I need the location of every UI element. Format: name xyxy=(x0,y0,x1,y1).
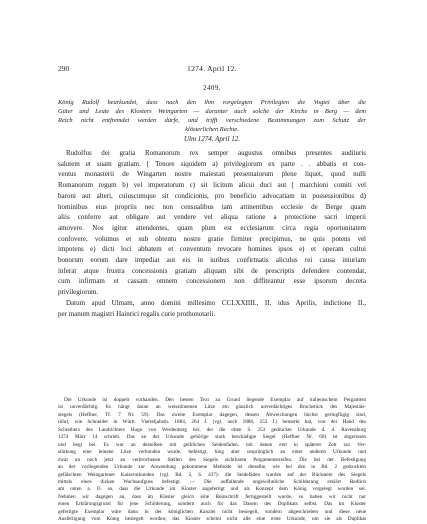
note-line: Schreibers des Landrichters Hugo von Werdenberg her, der die oben S. 253 gedruckte Urkunde d. d. Ravensburg xyxy=(58,426,366,433)
charter-line: bonorum eorum dare impediat aut eis in iuribus confirmatis aliculus rei causa iniuriam xyxy=(58,256,366,265)
note-line: gefälschten Weingartener Kaiserurkunden (vgl. Bd. 2, S. 437): die Seidefäden wurden auf der Rückseite des Siegels xyxy=(58,471,366,478)
note-line: und liegt bei. Es war an derselben mit gelblichen Seidenfäden, mit denen erst in späterer Zeit zur Ver- xyxy=(58,441,366,448)
charter-line: Romanorum regum b) vel imperatorum c) sit licitum alicui duci aut [ marchioni comiti vel xyxy=(58,181,366,190)
note-line: siegels (Heffner, Tf. 7 Nr. 59). Das zweite Exemplar dagegen, dessen Abweichungen höchst geringfügig sind, xyxy=(58,411,366,418)
running-title: 1274. April 12. xyxy=(187,64,237,73)
note-line: Nehmen wir dagegen an, dass im Kloster gleich eine Reinschrift fertiggestellt wurde, so haben wir nicht nur xyxy=(58,493,366,500)
charter-line: hominibus eius propriis nec non censualibus tam attinentibus ecclesie de Berge quam xyxy=(58,202,366,211)
note-line: ist unverdächtig. Es hängt daran an weisslinnenen Litze ein gänzlich unverdächtiges Bruchstück des Majestäts- xyxy=(58,404,366,411)
charter-line: inferat atque frustra concessionis gratiam aliquam sibi de prescriptis defendere contendat, xyxy=(58,266,366,275)
running-head xyxy=(58,64,366,74)
regest-summary xyxy=(58,98,366,134)
note-line: rührt, wie Schneider in Württ. Vierteljahrsh. 1884, 264 f. (vgl. auch 1888, 253 f.) bemerkt hat, von der Hand des xyxy=(58,419,366,426)
charter-line: confovere, volumus et sub obtentu nostre gratie firmiter precipimus, ne quis potens vel xyxy=(58,234,366,243)
note-line: am unten a. O. so, dass die Urkunde im Kloster angefertigt und als Konzept dem König vorgelegt worden sei. xyxy=(58,486,366,493)
note-line: einen Erklärungsgrund für jene Schilderung, sondern auch für das Dasein des Duplikats selbst. Das im Kloster xyxy=(58,501,366,508)
note-line: Die Urkunde ist doppelt vorhanden. Den besten Text zu Grund liegende Exemplar auf italienischem Pergament xyxy=(64,397,366,403)
editorial-notes xyxy=(58,397,366,524)
regest-line: Reich nicht entfremdet werden dürfe, und trifft verschiedene Bestimmungen zum Schutz der xyxy=(58,117,366,124)
charter-line: amovere. Nos igitur attendentes, quam plum est ecclesiarum circa regia oportunitatem xyxy=(58,223,366,232)
charter-line: Datum apud Ulmam, anno domini millesimo CCLXXIIII., II. idus Aprilis, indictione II., xyxy=(66,298,366,307)
charter-line: salutem et suam gratiam. [ Tenore siquidem a) privilegiorum ex parte . . abbatis et con- xyxy=(58,159,366,168)
regest-line: klösterlichen Rechte. xyxy=(185,126,239,133)
charter-line: Rudolfus dei gratia Romanorum rex semper augustus omnibus presentes audituris xyxy=(66,149,366,157)
note-line: 1274 März 14 schrieb. Das an der Urkunde gehörige stark beschädigte Siegel (Heffner Nr. 60) ist abgerissen xyxy=(58,434,366,441)
charter-line: aliis conferre aut obligare aut vendere vel aliqua ratione a protectione sacri imperii xyxy=(58,213,366,222)
regest-line: König Rudolf beurkundet, dass nach den ihm vorgelegten Privilegien die Vogtei über die xyxy=(58,99,366,106)
charter-text xyxy=(58,148,366,319)
dateline: Ulm 1274. April 12. xyxy=(183,135,241,143)
regest-line: Güter und Leute des Klosters Weingarten — darunter auch solche der Kirche in Berg — dem xyxy=(58,108,366,115)
note-line: Ausfertigung vom König besiegelt worden; das Kloster scheint nicht alle eine erste Urkunde, um sie als Duplikat xyxy=(58,516,366,523)
note-line: an der vorliegenden Urkunde zur Anwendung gekommene Methode ist dieselbe, wie bei den in Bd. 2 gedruckten xyxy=(58,464,366,471)
note-line: zwar an noch jetzt an verbrochenen Stellen des Siegels sichtbaren Pergamentstreifen. Die bei der Befestigung xyxy=(58,456,366,463)
charter-line: privilegiorum. xyxy=(58,288,99,297)
charter-line: ventus monasterii de Wingarten nostre maiestati presentatorum plene liquet, quod nulli xyxy=(58,170,366,179)
document-page xyxy=(58,0,366,523)
page-number: 290 xyxy=(58,64,70,73)
note-line: stärkung eine leinene Litze verbunden wurde, befestigt, hing aber ursprünglich an einer anderen Urkunde und xyxy=(58,449,366,456)
document-number: 2409. xyxy=(203,84,221,92)
note-line: gefertigte Exemplar wäre dann in der königlichen Kanzlei nicht besiegelt, sondern abgeschrieben und diese neue xyxy=(58,508,366,515)
charter-line: per manum magistri Hainrici regalis curie prothonotarii. xyxy=(58,309,216,318)
note-line: mittels eines dicken Wachsaufguss befestigt. — Die auffallende ungewöhnliche Schilderung erklärt Redlich xyxy=(58,478,366,485)
charter-line: impotens e) dicti loci abbatem et conventum revocare homines ipsos e) et operam cultui xyxy=(58,245,366,254)
charter-line: baroni aut alteri, cuiuscumque sit condicionis, pro beneficio advocatiam in possessionibus d) xyxy=(58,191,366,200)
charter-line: cum infirmam et cassam omnem concessionem non diffiteantur esse ipsorum decreta xyxy=(58,277,366,286)
